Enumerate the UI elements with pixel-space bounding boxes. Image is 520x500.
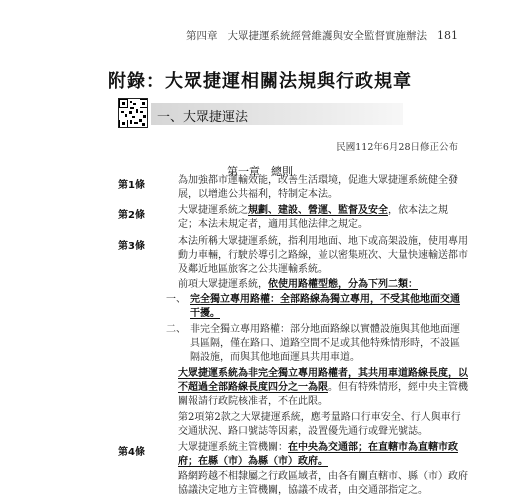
article-3-para-3-line-1: [178, 367, 468, 381]
emphasis-text: 府；在縣（市）為縣（市）政府。: [178, 456, 328, 467]
article-3-para-4-line-1: 第2項第2款之大眾捷運系統，應考量路口行車安全、行人與車行: [178, 412, 461, 423]
qr-code-icon: [118, 98, 148, 128]
article-3-para-3-line-2: [178, 381, 468, 395]
article-1-line-2: 展，以增進公共福利，特制定本法。: [178, 189, 338, 200]
article-2-line-1: [178, 204, 448, 218]
list-marker: 一、: [166, 294, 186, 305]
emphasis-text: 依使用路權型態，分為下列二類：: [268, 279, 418, 290]
text-run: 前項大眾捷運系統，: [178, 279, 268, 290]
article-3-line-2: 動力車輛，行駛於導引之路線，並以密集班次、大量快速輸送都市: [178, 250, 468, 261]
promulgation-date: 民國112年6月28日修正公布: [336, 142, 458, 153]
emphasis-text: 完全獨立專用路權：全部路線為獨立專用，不受其他地面交通: [190, 294, 460, 305]
list-item-2-line-2: 具區隔，僅在路口、道路空間不足或其他特殊情形時，不設區: [190, 338, 460, 349]
emphasis-text: 規劃、建設、營運、監督及安全: [248, 205, 388, 216]
emphasis-text: 大眾捷運系統為非完全獨立專用路權者，其共用車道路線長度，以: [178, 368, 468, 379]
list-marker: 二、: [166, 324, 186, 335]
list-item-1-line-1: [190, 293, 460, 307]
article-4-line-4: 協議決定地方主管機關，協議不成者，由交通部指定之。: [178, 485, 428, 496]
article-label: 第4條: [118, 447, 145, 458]
article-2-line-2: 定；本法未規定者，適用其他法律之規定。: [178, 219, 368, 230]
running-head-chapter: 第四章: [186, 30, 218, 42]
article-3-line-3: 及鄰近地區旅客之公共運輸系統。: [178, 264, 328, 275]
running-head-title: 大眾捷運系統經營維護與安全監督實施辦法: [227, 30, 427, 42]
appendix-title: 附錄：大眾捷運相關法規與行政規章: [108, 71, 412, 92]
text-run: 大眾捷運系統之: [178, 205, 248, 216]
text-run: 大眾捷運系統主管機關：: [178, 442, 288, 453]
list-item-2-line-3: 隔設施，而與其他地面運具共用車道。: [190, 352, 360, 363]
emphasis-text: 干擾。: [190, 308, 220, 319]
article-3-para-2: [178, 278, 418, 292]
emphasis-text: 不超過全部路線長度四分之一為限: [178, 382, 328, 393]
section-title-bar: [151, 103, 403, 125]
article-label: 第2條: [118, 210, 145, 221]
list-item-1-line-2: [190, 307, 220, 321]
running-head: [186, 28, 458, 43]
chapter-heading: 第一章 總則: [227, 165, 293, 178]
page-number: 181: [437, 29, 458, 42]
article-4-line-2: [178, 455, 328, 469]
section-title: 一、大眾捷運法: [157, 110, 249, 125]
list-item-2-line-1: 非完全獨立專用路權：部分地面路線以實體設施與其他地面運: [190, 324, 460, 335]
article-1-line-1: 為加強都市運輸效能，改善生活環境，促進大眾捷運系統健全發: [178, 175, 458, 186]
article-label: 第1條: [118, 180, 145, 191]
article-4-line-1: [178, 441, 458, 455]
emphasis-text: 在中央為交通部；在直轄市為直轄市政: [288, 442, 458, 453]
article-4-line-3: 路網跨越不相隸屬之行政區域者，由各有關直轄市、縣（市）政府: [178, 471, 468, 482]
article-3-line-1: 本法所稱大眾捷運系統，指利用地面、地下或高架設施，使用專用: [178, 236, 468, 247]
article-3-para-3-line-3: 關報請行政院核准者，不在此限。: [178, 396, 328, 407]
article-label: 第3條: [118, 241, 145, 252]
text-run: ，依本法之規: [388, 205, 448, 216]
article-3-para-4-line-2: 交通狀況、路口號誌等因素，設置優先通行或聲光號誌。: [178, 426, 428, 437]
text-run: 。但有特殊情形，經中央主管機: [328, 382, 468, 393]
